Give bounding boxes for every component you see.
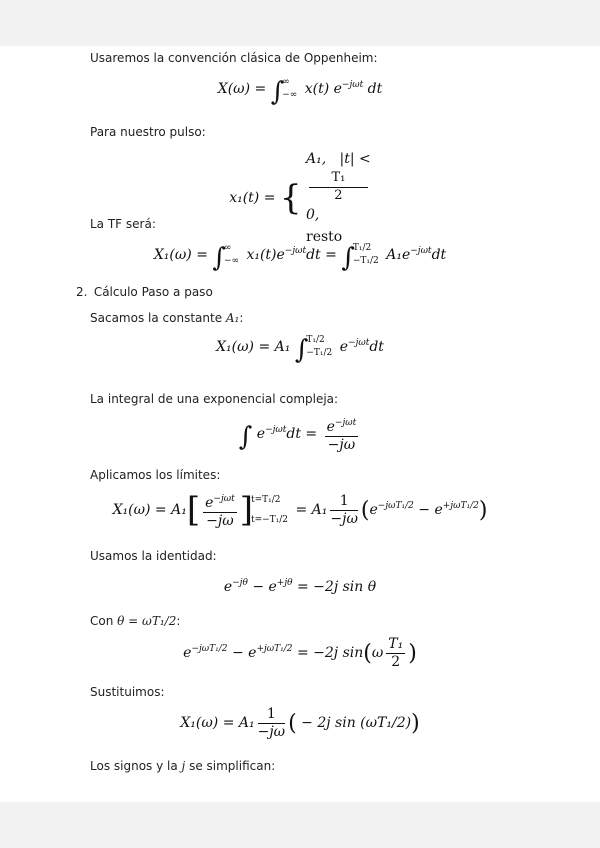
eq1-body: x(t) e bbox=[304, 81, 342, 97]
eq3-mid: dt = bbox=[306, 247, 337, 263]
equation-complex-exp-integral: ∫ $e^{-j\omega t}dt$ = $\frac{e^{-j\omega t}}{-j\omega}$ bbox=[0, 415, 600, 453]
eq1-lhs: X(ω) = bbox=[217, 81, 267, 97]
equation-apply-limits: X₁(ω) = A₁[ $\frac{e^{-j\omega t}}{-j\omega}$ ] t=T₁/2 t=−T₁/2 = A₁ $\frac{1}{-j\omega}$ $(e^{-j\omega T_1/2} - e^{+j\omega T_1/2})$ bbox=[112, 490, 488, 530]
integral-sign: ∫ bbox=[270, 77, 285, 107]
eq1-tail: dt bbox=[367, 81, 383, 97]
eq3-lhs: X₁(ω) = bbox=[153, 247, 208, 263]
paragraph-theta: Con θ = ωT₁/2: bbox=[90, 614, 181, 628]
eq4-lhs: X₁(ω) = A₁ bbox=[216, 339, 291, 355]
paragraph-simplify: Los signos y la j se simplifican: bbox=[90, 759, 276, 773]
equation-tf-pulse: X₁(ω) = ∫ ∞ −∞ $x_1(t)e^{-j\omega t}dt$ = ∫ T₁/2 −T₁/2 $A_1e^{-j\omega t}dt$ bbox=[153, 243, 447, 273]
eq2-lhs: x₁(t) = bbox=[229, 190, 276, 206]
paragraph-identity: Usamos la identidad: bbox=[90, 549, 217, 563]
list-item-number: 2. bbox=[76, 285, 88, 299]
eq1-exponent: −jωt bbox=[341, 80, 364, 90]
eq3-body2: A₁e bbox=[386, 247, 411, 263]
paragraph-pulse: Para nuestro pulso: bbox=[90, 125, 206, 139]
paragraph-constant: Sacamos la constante A₁: bbox=[90, 311, 244, 325]
paragraph-tf: La TF será: bbox=[90, 217, 156, 231]
list-item-text: Cálculo Paso a paso bbox=[93, 285, 213, 299]
paragraph-limits: Aplicamos los límites: bbox=[90, 468, 221, 482]
eq3-body1: x₁(t)e bbox=[246, 247, 285, 263]
equation-pulse-definition bbox=[0, 148, 600, 248]
list-item-step-by-step bbox=[76, 285, 213, 299]
cases-block: A₁, |t| < T₁ 2 0, resto bbox=[306, 151, 371, 245]
paragraph-convention: Usaremos la convención clásica de Oppenheim: bbox=[90, 51, 378, 65]
equation-euler-identity: $e^{-j\theta} - e^{+j\theta} = -2j$ sin θ bbox=[223, 578, 377, 595]
paragraph-substitute: Sustituimos: bbox=[90, 685, 165, 699]
equation-constant-out: X₁(ω) = A₁ ∫ T₁/2 −T₁/2 $e^{-j\omega t}dt$ bbox=[216, 335, 384, 365]
integral-limits: ∞ −∞ bbox=[282, 77, 298, 100]
document-page bbox=[0, 46, 600, 802]
equation-substituted: X₁(ω) = A₁ $\frac{1}{-j\omega}$ ( − 2j sin (ωT₁/2)) bbox=[180, 706, 420, 740]
equation-theta-substitution: $e^{-j\omega T_1/2} - e^{+j\omega T_1/2} = -2j$ sin(ω $\frac{\text{T₁}}{2}$ ) bbox=[183, 636, 417, 670]
paragraph-complex-exp: La integral de una exponencial compleja: bbox=[90, 392, 339, 406]
cases-brace: { bbox=[279, 178, 302, 218]
equation-fourier-definition bbox=[0, 76, 600, 107]
